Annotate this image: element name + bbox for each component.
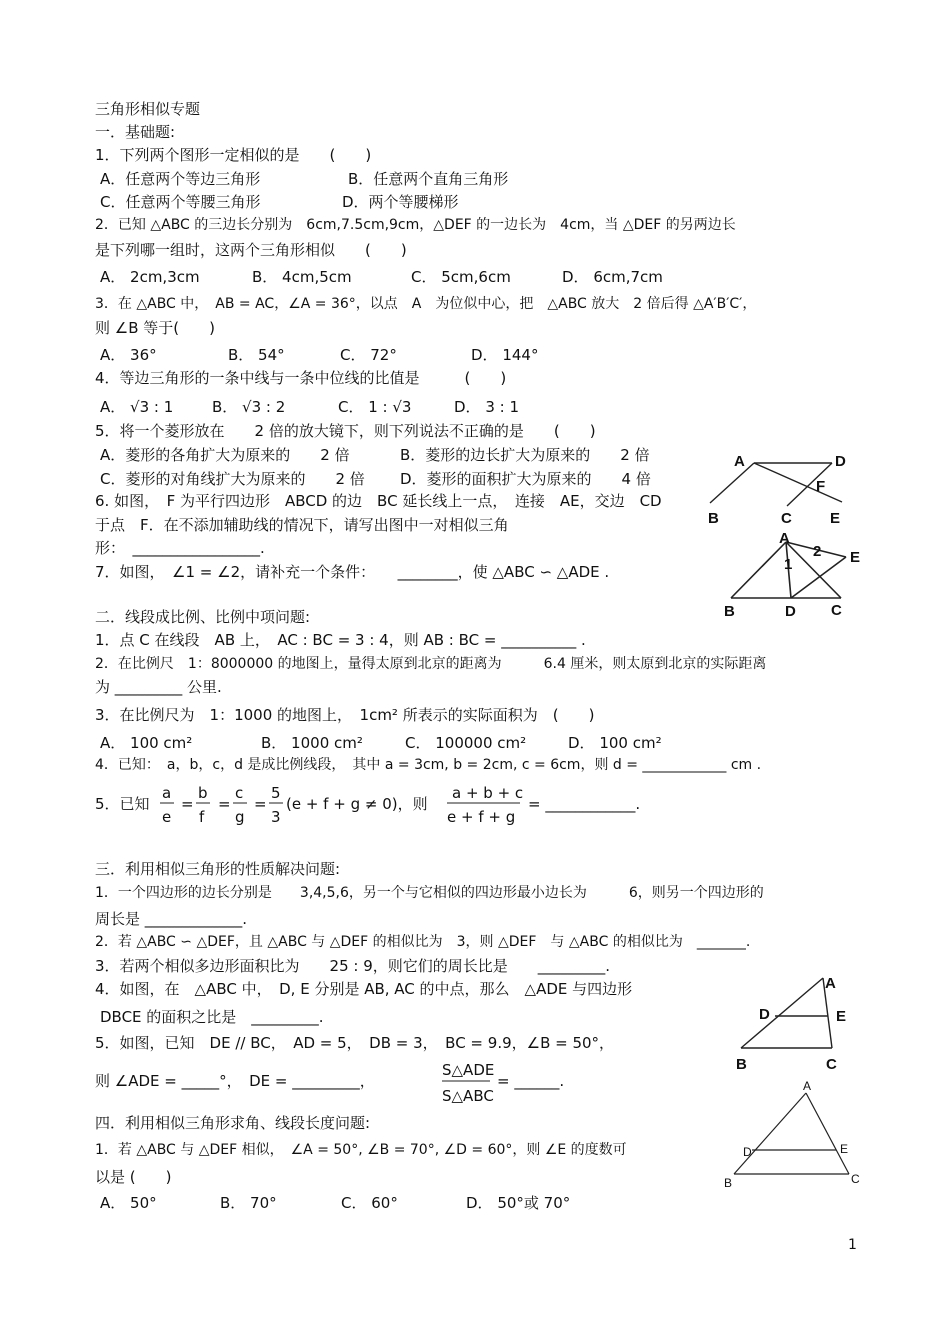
s1-q2-option-d: D． 6cm,7cm <box>562 268 663 286</box>
fig3-label-b: B <box>736 1056 747 1073</box>
s2-q2-line2: 为 _________ 公里. <box>95 678 222 696</box>
s2-q5-f4-num: 5 <box>271 784 281 802</box>
fig2-label-b: B <box>724 603 735 620</box>
s1-q6-line2: 于点 F．在不添加辅助线的情况下，请写出图中一对相似三角 <box>95 516 509 534</box>
s2-q5-f1-num: a <box>162 784 172 802</box>
s2-q5-eq2: = <box>218 795 231 813</box>
s2-q5-eq1: = <box>181 795 194 813</box>
s1-q3-option-c: C． 72° <box>340 346 397 364</box>
s2-q5-f2-den: f <box>199 808 205 826</box>
s1-q6-line1: 6. 如图， F 为平行四边形 ABCD 的边 BC 延长线上一点， 连接 AE，交边 CD <box>95 492 662 510</box>
s3-q4-line2: DBCE 的面积之比是 _________. <box>100 1008 324 1026</box>
s1-q4-option-d: D． 3 : 1 <box>454 398 519 416</box>
s2-q3-option-a: A． 100 cm² <box>100 734 193 752</box>
page-number: 1 <box>848 1237 857 1253</box>
s3-q4-line1: 4．如图，在 △ABC 中， D, E 分别是 AB, AC 的中点，那么 △ADE 与四边形 <box>95 980 633 998</box>
s3-q3: 3．若两个相似多边形面积比为 25 : 9，则它们的周长比是 _________. <box>95 957 611 975</box>
s1-q2-option-a: A． 2cm,3cm <box>100 268 200 286</box>
s2-q5-f2-num: b <box>198 784 208 802</box>
fig1-label-a: A <box>734 453 745 470</box>
s4-q1-line1: 1．若 △ABC 与 △DEF 相似， ∠A = 50°, ∠B = 70°, ∠D = 60°，则 ∠E 的度数可 <box>95 1142 627 1158</box>
s2-q2-line1: 2．在比例尺 1：8000000 的地图上，量得太原到北京的距离为 6.4 厘米，则太原到北京的实际距离 <box>95 656 767 672</box>
s1-q5: 5．将一个菱形放在 2 倍的放大镜下，则下列说法不正确的是 ( ) <box>95 422 596 440</box>
fig2-label-a: A <box>779 530 790 547</box>
s2-q5-f3-num: c <box>235 784 244 802</box>
fig1-label-b: B <box>708 510 719 527</box>
s1-q1-option-c: C．任意两个等腰三角形 <box>100 193 261 211</box>
s4-q1-line2: 以是 ( ) <box>95 1168 172 1186</box>
s1-q3-option-a: A． 36° <box>100 346 157 364</box>
s4-q1-option-b: B． 70° <box>220 1194 277 1212</box>
s1-q7: 7．如图， ∠1 = ∠2，请补充一个条件： ________，使 △ABC ∽ △ADE . <box>95 563 610 581</box>
fig2-label-e: E <box>850 549 861 566</box>
fig1-label-d: D <box>835 453 846 470</box>
s2-q3: 3．在比例尺为 1：1000 的地图上， 1cm² 所表示的实际面积为 ( ) <box>95 706 595 724</box>
s1-q3-option-d: D． 144° <box>471 346 539 364</box>
s3-q1-line1: 1．一个四边形的边长分别是 3,4,5,6，另一个与它相似的四边形最小边长为 6，则另一个四边形的 <box>95 885 764 901</box>
fig4-label-a: A <box>803 1079 812 1093</box>
s1-q4-option-b: B． √3 : 2 <box>212 398 286 416</box>
s3-q5-line1: 5．如图，已知 DE // BC， AD = 5， DB = 3， BC = 9.9，∠B = 50°， <box>95 1034 615 1052</box>
fig2-label-1: 1 <box>784 556 793 573</box>
s3-q2: 2．若 △ABC ∽ △DEF，且 △ABC 与 △DEF 的相似比为 3，则 △DEF 与 △ABC 的相似比为 _______. <box>95 934 751 950</box>
s1-q2-option-c: C． 5cm,6cm <box>411 268 511 286</box>
fig3-label-e: E <box>836 1008 847 1025</box>
page-title: 三角形相似专题 <box>95 100 201 118</box>
fig1-label-f: F <box>816 478 826 495</box>
fig2-label-c: C <box>831 602 842 619</box>
s1-q4-option-a: A． √3 : 1 <box>100 398 174 416</box>
s2-q5-f5-den: e + f + g <box>447 808 516 826</box>
figure-parallel-triangle <box>734 1093 849 1174</box>
section-3-heading: 三．利用相似三角形的性质解决问题: <box>95 860 341 878</box>
fig2-label-d: D <box>785 603 796 620</box>
s1-q5-option-d: D．菱形的面积扩大为原来的 4 倍 <box>400 470 651 488</box>
s1-q1: 1．下列两个图形一定相似的是 ( ) <box>95 146 372 164</box>
s2-q5-f1-den: e <box>162 808 172 826</box>
s1-q1-option-a: A．任意两个等边三角形 <box>100 170 261 188</box>
s2-q5-f3-den: g <box>235 808 245 826</box>
s4-q1-option-a: A． 50° <box>100 1194 157 1212</box>
s1-q4: 4．等边三角形的一条中线与一条中位线的比值是 ( ) <box>95 369 507 387</box>
s1-q1-option-b: B．任意两个直角三角形 <box>348 170 509 188</box>
s1-q2-line1: 2．已知 △ABC 的三边长分别为 6cm,7.5cm,9cm，△DEF 的一边长为 4cm，当 △DEF 的另两边长 <box>95 217 736 233</box>
s1-q2-option-b: B． 4cm,5cm <box>252 268 352 286</box>
fig4-label-c: C <box>851 1172 860 1186</box>
s2-q5-condition: (e + f + g ≠ 0)，则 <box>286 795 428 813</box>
fig1-label-e: E <box>830 510 841 527</box>
s1-q3-option-b: B． 54° <box>228 346 285 364</box>
s2-q5-eq3: = <box>254 795 267 813</box>
s2-q1: 1．点 C 在线段 AB 上， AC : BC = 3 : 4，则 AB : BC = __________ . <box>95 631 586 649</box>
fig3-label-d: D <box>759 1006 770 1023</box>
s2-q5-prefix: 5．已知 <box>95 795 150 813</box>
s1-q6-line3: 形： _________________. <box>95 539 265 557</box>
s2-q3-option-b: B． 1000 cm² <box>261 734 363 752</box>
fig3-label-a: A <box>825 975 836 992</box>
s4-q1-option-d: D． 50°或 70° <box>466 1194 571 1212</box>
s2-q5-f5-num: a + b + c <box>452 784 524 802</box>
s2-q4: 4．已知： a，b，c，d 是成比例线段， 其中 a = 3cm, b = 2cm, c = 6cm，则 d = ____________ cm . <box>95 757 762 773</box>
fig4-label-e: E <box>840 1142 849 1156</box>
s1-q5-option-a: A．菱形的各角扩大为原来的 2 倍 <box>100 446 350 464</box>
fig3-label-c: C <box>826 1056 837 1073</box>
s2-q3-option-d: D． 100 cm² <box>568 734 662 752</box>
s3-q5-ratio-den: S△ABC <box>442 1087 494 1105</box>
fig4-label-d: D <box>743 1145 752 1159</box>
s1-q5-option-c: C．菱形的对角线扩大为原来的 2 倍 <box>100 470 365 488</box>
s1-q3-line2: 则 ∠B 等于( ) <box>95 319 215 337</box>
fig1-label-c: C <box>781 510 792 527</box>
section-4-heading: 四．利用相似三角形求角、线段长度问题: <box>95 1114 371 1132</box>
figure-midline-triangle <box>741 978 832 1048</box>
s2-q3-option-c: C． 100000 cm² <box>405 734 527 752</box>
section-2-heading: 二．线段成比例、比例中项问题: <box>95 608 311 626</box>
s1-q2-line2: 是下列哪一组时，这两个三角形相似 ( ) <box>95 241 407 259</box>
s4-q1-option-c: C． 60° <box>341 1194 398 1212</box>
section-1-heading: 一．基础题: <box>95 123 176 141</box>
s1-q3-line1: 3．在 △ABC 中， AB = AC，∠A = 36°，以点 A 为位似中心，把 △ABC 放大 2 倍后得 △A′B′C′， <box>95 296 757 312</box>
s2-q5-f4-den: 3 <box>271 808 281 826</box>
s2-q5-answer: = ____________. <box>528 795 641 813</box>
s3-q5-line2: 则 ∠ADE = _____°， DE = _________， <box>95 1072 375 1090</box>
s3-q5-tail: = ______. <box>497 1072 565 1090</box>
s1-q4-option-c: C． 1 : √3 <box>338 398 412 416</box>
s1-q1-option-d: D．两个等腰梯形 <box>342 193 459 211</box>
fig2-label-2: 2 <box>813 543 822 560</box>
s1-q5-option-b: B．菱形的边长扩大为原来的 2 倍 <box>400 446 650 464</box>
s3-q1-line2: 周长是 _____________. <box>95 910 248 928</box>
s3-q5-ratio-num: S△ADE <box>442 1061 495 1079</box>
fig4-label-b: B <box>724 1176 733 1190</box>
